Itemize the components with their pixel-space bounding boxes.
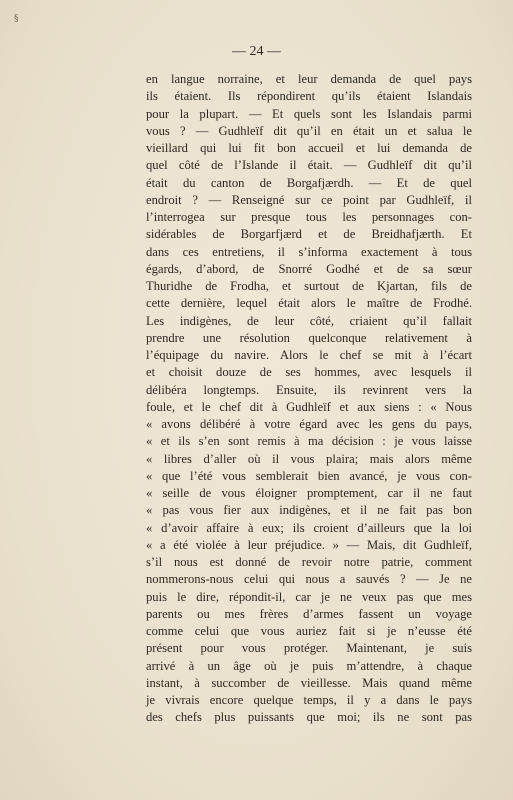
text-line: comme celui que vous auriez fait si je n’eusse été [146,624,472,638]
text-line: prendre une résolution quelconque relativement à [146,330,472,345]
text-line: « d’avoir affaire à eux; ils croient d’ailleurs que la loi [146,520,472,535]
text-line: s’il nous est donné de revoir notre patrie, comment [146,555,472,569]
text-line: instant, à succomber de vieillesse. Mais quand même [146,675,472,690]
text-line: Les indigènes, de leur côté, criaient qu’il fallait [146,313,472,328]
text-line: pour la plupart. — Et quels sont les Islandais parmi [146,106,472,121]
margin-mark: § [14,14,19,24]
text-line: arrivé à un âge où je puis m’attendre, à chaque [146,658,472,673]
page-number: — 24 — [232,44,281,59]
text-line: « seille de vous éloigner promptement, car il ne faut [146,486,472,500]
text-line: l’équipage du navire. Alors le chef se mit à l’écart [146,348,472,362]
text-line: Thuridhe de Frodha, et surtout de Kjartan, fils de [146,279,472,293]
text-line: « et ils s’en sont remis à ma décision : je vous laisse [146,434,472,449]
text-line: vous ? — Gudhleïf dit qu’il en était un et salua le [146,123,472,138]
text-line: « libres d’aller où il vous plaira; mais alors même [146,451,472,466]
body-text [146,71,472,727]
text-line: « que l’été vous semblerait bien avancé, je vous con- [146,468,472,483]
text-line: nommerons-nous celui qui nous a sauvés ? — Je ne [146,572,472,587]
text-line: l’interrogea sur presque tous les personnages con- [146,210,472,224]
text-line: et choisit douze de ses hommes, avec lesquels il [146,365,472,380]
text-line: je vivrais encore quelque temps, il y a dans le pays [146,693,472,707]
text-line: quel côté de l’Islande il était. — Gudhleïf dit qu’il [146,158,472,173]
text-line: délibéra longtemps. Ensuite, ils revinrent vers la [146,382,472,397]
text-line: en langue norraine, et leur demanda de quel pays [146,72,472,86]
text-line: foule, et le chef dit à Gudhleïf et aux siens : « Nous [146,399,472,414]
text-line: sidérables de Borgarfjærd et de Breidhafjærth. Et [146,227,472,242]
text-line: présent pour vous protéger. Maintenant, je suis [146,641,472,656]
text-line: vieillard qui lui fit bon accueil et lui demanda de [146,141,472,155]
text-line: « pas vous fier aux indigènes, et il ne fait pas bon [146,503,472,518]
text-line: était du canton de Borgafjærdh. — Et de quel [146,175,472,190]
text-line: endroit ? — Renseigné sur ce point par Gudhleïf, il [146,192,472,207]
text-line: « a été violée à leur préjudice. » — Mais, dit Gudhleïf, [146,537,472,552]
text-line: égards, d’abord, de Snorré Godhé et de sa sœur [146,261,472,276]
text-line: puis le dire, répondit-il, car je ne veux pas que mes [146,589,472,604]
text-line: cette dernière, lequel était alors le maître de Frodhé. [146,296,472,311]
text-line: des chefs plus puissants que moi; ils ne sont pas [146,710,472,725]
text-line: dans ces entretiens, il s’informa exactement à tous [146,244,472,259]
text-line: ils étaient. Ils répondirent qu’ils étaient Islandais [146,89,472,104]
text-line: parents ou mes frères d’armes fassent un voyage [146,606,472,621]
text-line: « avons délibéré à votre égard avec les gens du pays, [146,417,472,431]
